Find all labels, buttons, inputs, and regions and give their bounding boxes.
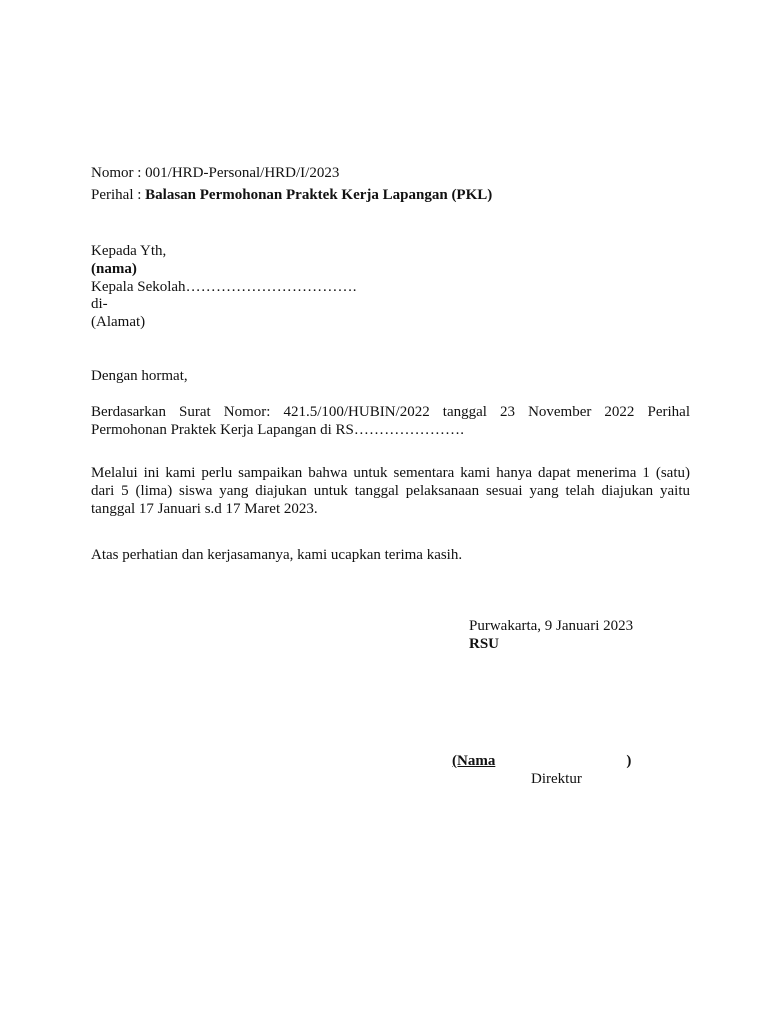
paragraph-1-line-2-text: Permohonan Praktek Kerja Lapangan di RS: [91, 422, 354, 438]
nomor-line: [91, 164, 339, 182]
signatory-name-open-text: (Nama: [452, 753, 496, 769]
paragraph-2-line-1: Melalui ini kami perlu sampaikan bahwa untuk sementara kami hanya dapat menerima 1 (satu): [91, 465, 690, 481]
recipient-name: (nama): [91, 261, 137, 277]
salutation: Dengan hormat,: [91, 368, 188, 384]
paragraph-1-line-2: [91, 421, 690, 439]
perihal-line: [91, 186, 492, 204]
recipient-school: [91, 278, 357, 296]
perihal-label: Perihal: [91, 187, 134, 203]
paragraph-2: [91, 464, 690, 518]
rs-dots: ………………….: [353, 422, 465, 438]
paragraph-1-line-1: Berdasarkan Surat Nomor: 421.5/100/HUBIN/2022 tanggal 23 November 2022 Perihal: [91, 404, 690, 420]
signatory-name-close: ): [626, 753, 632, 769]
perihal-value: Balasan Permohonan Praktek Kerja Lapangan (PKL): [145, 187, 493, 203]
closing-text: Atas perhatian dan kerjasamanya, kami ucapkan terima kasih.: [91, 547, 463, 563]
signatory-name-open: [452, 753, 626, 769]
nomor-colon: :: [133, 165, 146, 181]
school-label: Kepala Sekolah: [91, 279, 186, 295]
paragraph-2-line-3: tanggal 17 Januari s.d 17 Maret 2023.: [91, 501, 318, 517]
signatory-name: [452, 752, 631, 770]
paragraph-2-line-2: dari 5 (lima) siswa yang diajukan untuk tanggal pelaksanaan sesuai yang telah diajukan yaitu: [91, 483, 690, 499]
perihal-colon: :: [133, 187, 146, 203]
nomor-label: Nomor: [91, 165, 134, 181]
paragraph-1: [91, 403, 690, 439]
signatory-title: Direktur: [531, 771, 582, 787]
nomor-value: 001/HRD-Personal/HRD/I/2023: [145, 165, 340, 181]
organization: RSU: [469, 636, 500, 652]
school-dots: …………………………….: [185, 279, 357, 295]
recipient-greeting: Kepada Yth,: [91, 243, 167, 259]
recipient-di: di-: [91, 296, 108, 312]
recipient-address: (Alamat): [91, 314, 146, 330]
place-date: Purwakarta, 9 Januari 2023: [469, 618, 634, 634]
